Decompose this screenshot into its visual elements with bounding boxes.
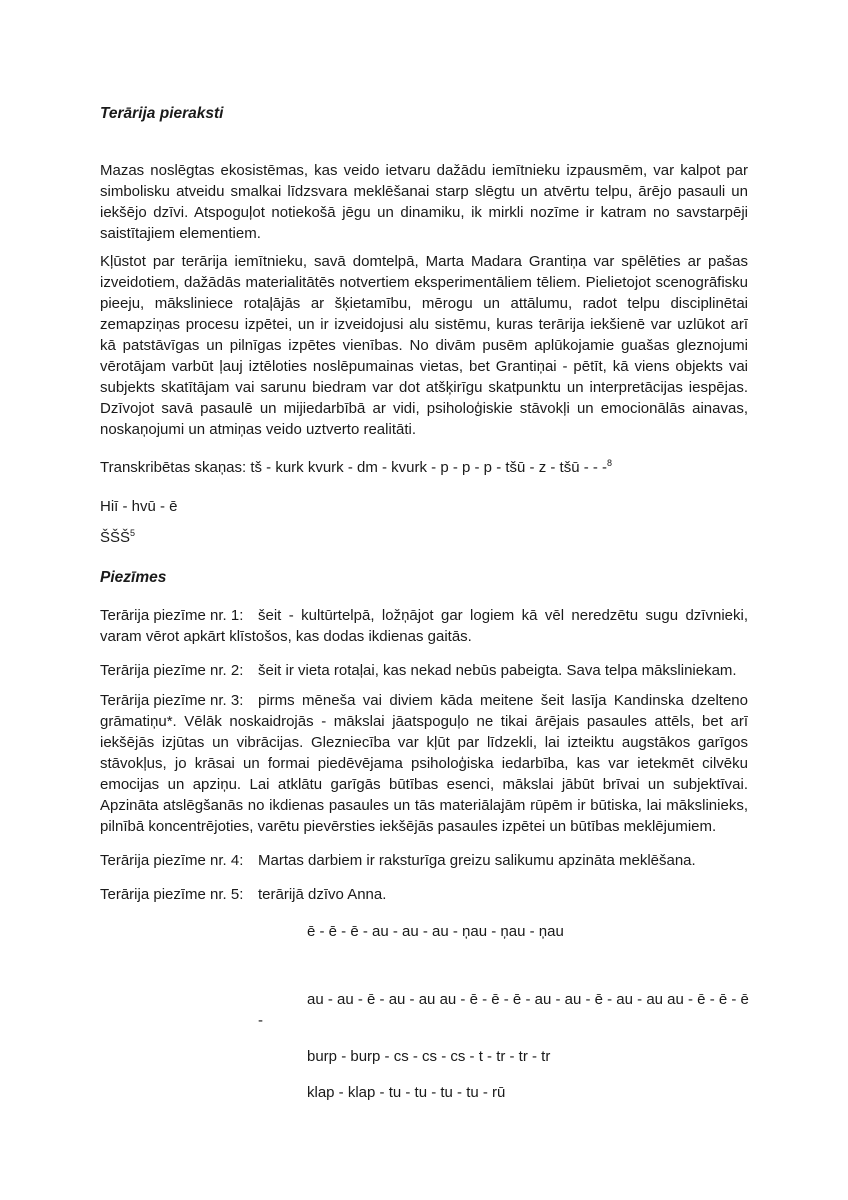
intro-paragraph: Mazas noslēgtas ekosistēmas, kas veido ietvaru dažādu iemītnieku izpausmēm, var kalpot par simbolisku atveidu smalkai līdzsvara meklēšanai starp slēgtu un atvērtu telpu, ārējo pasauli un iekšējo dzīvi. Atspoguļot notiekošā jēgu un dinamiku, ik mirkli nozīme ir katram no savstarpēji saistītajiem elementiem. [100, 162, 748, 242]
terrarium-note-3 [100, 690, 748, 837]
sound-line-klap: klap - klap - tu - tu - tu - tu - rū [307, 1084, 506, 1101]
transcribed-sounds-text: Transkribētas skaņas: tš - kurk kvurk - dm - kvurk - p - p - p - tšū - z - tšū - - - [100, 459, 608, 476]
note-2-label: Terārija piezīme nr. 2: [100, 662, 244, 679]
note-2-text: šeit ir vieta rotaļai, kas nekad nebūs pabeigta. Sava telpa māksliniekam. [258, 662, 737, 679]
sound-line-wrapped-dash: - [258, 1012, 263, 1029]
note-1-text: šeit - kultūrtelpā, ložņājot gar logiem kā vēl neredzētu sugu dzīvnieki, varam vērot apkārt klīstošos, kas dodas ikdienas gaitās. [100, 607, 748, 645]
terrarium-note-1 [100, 605, 748, 647]
sound-line-shh [100, 527, 748, 548]
shh-text: ŠŠŠ [100, 529, 131, 546]
note-4-text: Martas darbiem ir raksturīga greizu salikumu apzināta meklēšana. [258, 852, 696, 869]
sound-line-hii: Hiī - hvū - ē [100, 498, 178, 515]
body-paragraph: Kļūstot par terārija iemītnieku, savā domtelpā, Marta Madara Grantiņa var spēlēties ar pašas izveidotiem, dažādās materialitātēs notvertiem eksperimentāliem tēliem. Pielietojot scenogrāfisku pieeju, māksliniece rotaļājās ar šķietamību, mērogu un attālumu, radot telpu disciplinētai zemapziņas procesu izpētei, un ir izveidojusi alu sistēmu, kuras terārija iekšienē var uzlūkot arī kā patstāvīgas un pilnīgas izpētes vienības. No divām pusēm aplūkojamie guašas gleznojumi vērotājam varbūt ļauj iztēloties noslēpumainas vietas, bet Grantiņai - pētīt, kā viens objekts vai subjekts skatītājam vai sarunu biedram var dot atšķirīgu skatpunktu un interpretācijas iespējas. Dzīvojot savā pasaulē un mijiedarbībā ar vidi, psiholoģiskie stāvokļi un emocionālās ainavas, noskaņojumi un atmiņas veido uztverto realitāti. [100, 253, 748, 438]
sound-line-burp: burp - burp - cs - cs - cs - t - tr - tr - tr [307, 1048, 551, 1065]
sound-line-au-e: au - au - ē - au - au au - ē - ē - ē - au - au - ē - au - au au - ē - ē - ē [307, 991, 749, 1008]
terrarium-note-2 [100, 660, 748, 681]
terrarium-note-4 [100, 850, 748, 871]
terrarium-note-5 [100, 884, 748, 905]
note-3-label: Terārija piezīme nr. 3: [100, 692, 244, 709]
note-5-text: terārijā dzīvo Anna. [258, 886, 387, 903]
footnote-marker-5: 5 [130, 528, 136, 538]
sound-line-e-au-nau: ē - ē - ē - au - au - au - ņau - ņau - ņau [307, 923, 564, 940]
note-5-label: Terārija piezīme nr. 5: [100, 886, 244, 903]
document-title: Terārija pieraksti [100, 105, 224, 122]
note-1-label: Terārija piezīme nr. 1: [100, 607, 244, 624]
footnote-marker-8: 8 [607, 458, 613, 468]
notes-heading: Piezīmes [100, 569, 167, 586]
note-4-label: Terārija piezīme nr. 4: [100, 852, 244, 869]
note-3-text: pirms mēneša vai diviem kāda meitene šeit lasīja Kandinska dzelteno grāmatiņu*. Vēlāk noskaidrojās - mākslai jāatspoguļo ne tikai ārējais pasaules attēls, bet arī iekšējās izjūtas un vibrācijas. Glezniecība var kļūt par līdzekli, lai izteiktu augstākos garīgos stāvokļus, jo krāsai un formai piedēvējama psiholoģiska iedarbība, kas var ietekmēt cilvēku emocijas un apziņu. Lai atklātu garīgās būtības esenci, mākslai jābūt brīvai un subjektīvai. Apzināta atslēgšanās no ikdienas pasaules un tās materiālajām rūpēm ir būtiska, lai mākslinieks, pilnībā koncentrējoties, varētu pievērsties iekšējās pasaules izpētei un būtības meklējumiem. [100, 692, 748, 835]
transcribed-sounds-line [100, 457, 748, 478]
